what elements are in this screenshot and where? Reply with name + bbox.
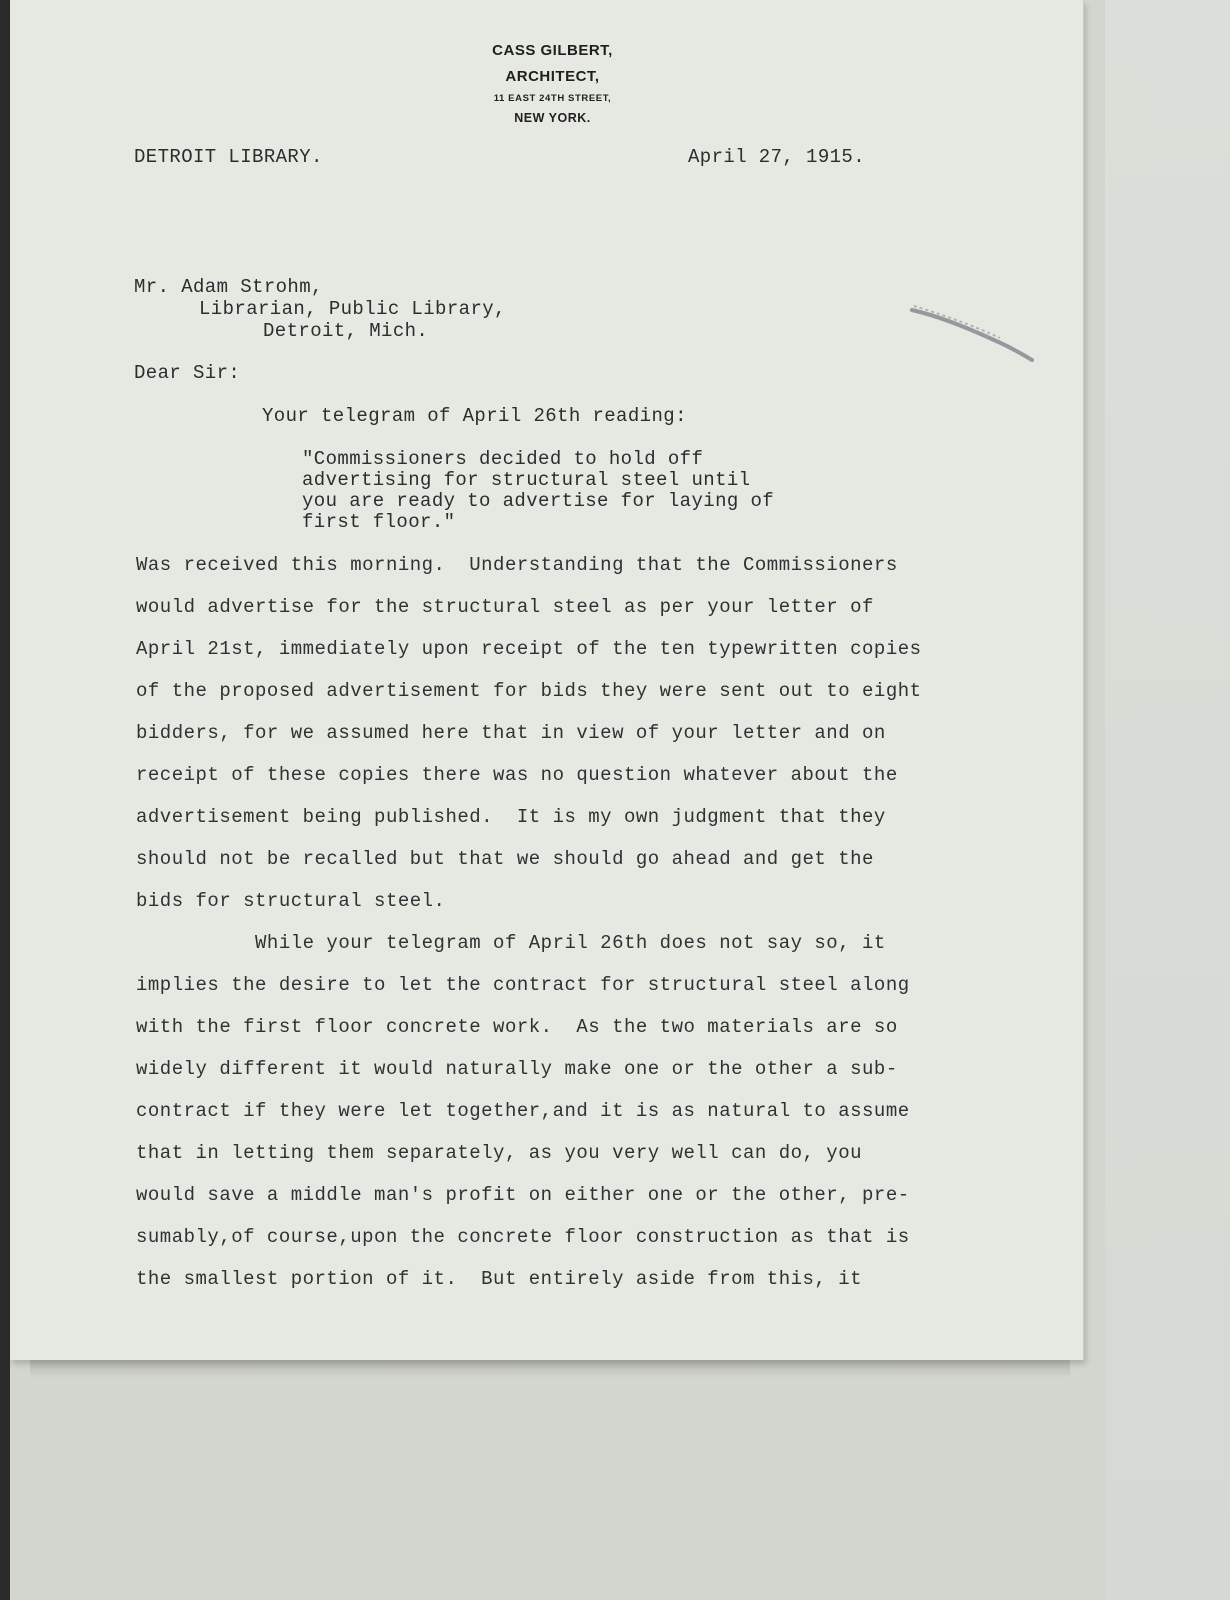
paragraph-line: April 21st, immediately upon receipt of the ten typewritten copies [136, 638, 922, 660]
paragraph-line: implies the desire to let the contract for structural steel along [136, 974, 910, 996]
paragraph-line: contract if they were let together,and it is as natural to assume [136, 1100, 910, 1122]
letterhead-city: NEW YORK. [514, 111, 591, 125]
paragraph-line: should not be recalled but that we should go ahead and get the [136, 848, 874, 870]
paragraph-line: Was received this morning. Understanding that the Commissioners [136, 554, 898, 576]
paragraph-line: advertisement being published. It is my own judgment that they [136, 806, 886, 828]
letter-date: April 27, 1915. [688, 146, 866, 168]
scan-edge [0, 0, 10, 1600]
received-stamp-mark [908, 302, 1048, 362]
paragraph-line: would advertise for the structural steel as per your letter of [136, 596, 874, 618]
paragraph-line: receipt of these copies there was no question whatever about the [136, 764, 898, 786]
quote-line: advertising for structural steel until [302, 469, 751, 491]
letterhead-name: CASS GILBERT, [492, 42, 613, 59]
paragraph-line: While your telegram of April 26th does not say so, it [136, 932, 886, 954]
paragraph-line: widely different it would naturally make one or the other a sub- [136, 1058, 898, 1080]
quote-line: you are ready to advertise for laying of [302, 490, 775, 512]
letterhead-title: ARCHITECT, [505, 68, 600, 85]
paragraph-line: of the proposed advertisement for bids they were sent out to eight [136, 680, 922, 702]
paragraph-line: that in letting them separately, as you very well can do, you [136, 1142, 863, 1164]
paragraph-line: bidders, for we assumed here that in view of your letter and on [136, 722, 886, 744]
reference-line: DETROIT LIBRARY. [134, 146, 323, 168]
paragraph-line: bids for structural steel. [136, 890, 446, 912]
letterhead-street: 11 EAST 24TH STREET, [493, 93, 612, 104]
recipient-title: Librarian, Public Library, [199, 298, 506, 320]
recipient-location: Detroit, Mich. [263, 320, 429, 342]
letterhead [0, 38, 1105, 129]
page-shadow [30, 1360, 1070, 1378]
quote-line: "Commissioners decided to hold off [302, 448, 704, 470]
paragraph-line: would save a middle man's profit on either one or the other, pre- [136, 1184, 910, 1206]
recipient-name: Mr. Adam Strohm, [134, 276, 323, 298]
paragraph-line: the smallest portion of it. But entirely aside from this, it [136, 1268, 863, 1290]
paragraph-line: sumably,of course,upon the concrete floor construction as that is [136, 1226, 910, 1248]
intro-line: Your telegram of April 26th reading: [262, 405, 687, 427]
salutation: Dear Sir: [134, 362, 241, 384]
paragraph-line: with the first floor concrete work. As the two materials are so [136, 1016, 898, 1038]
quote-line: first floor." [302, 511, 456, 533]
